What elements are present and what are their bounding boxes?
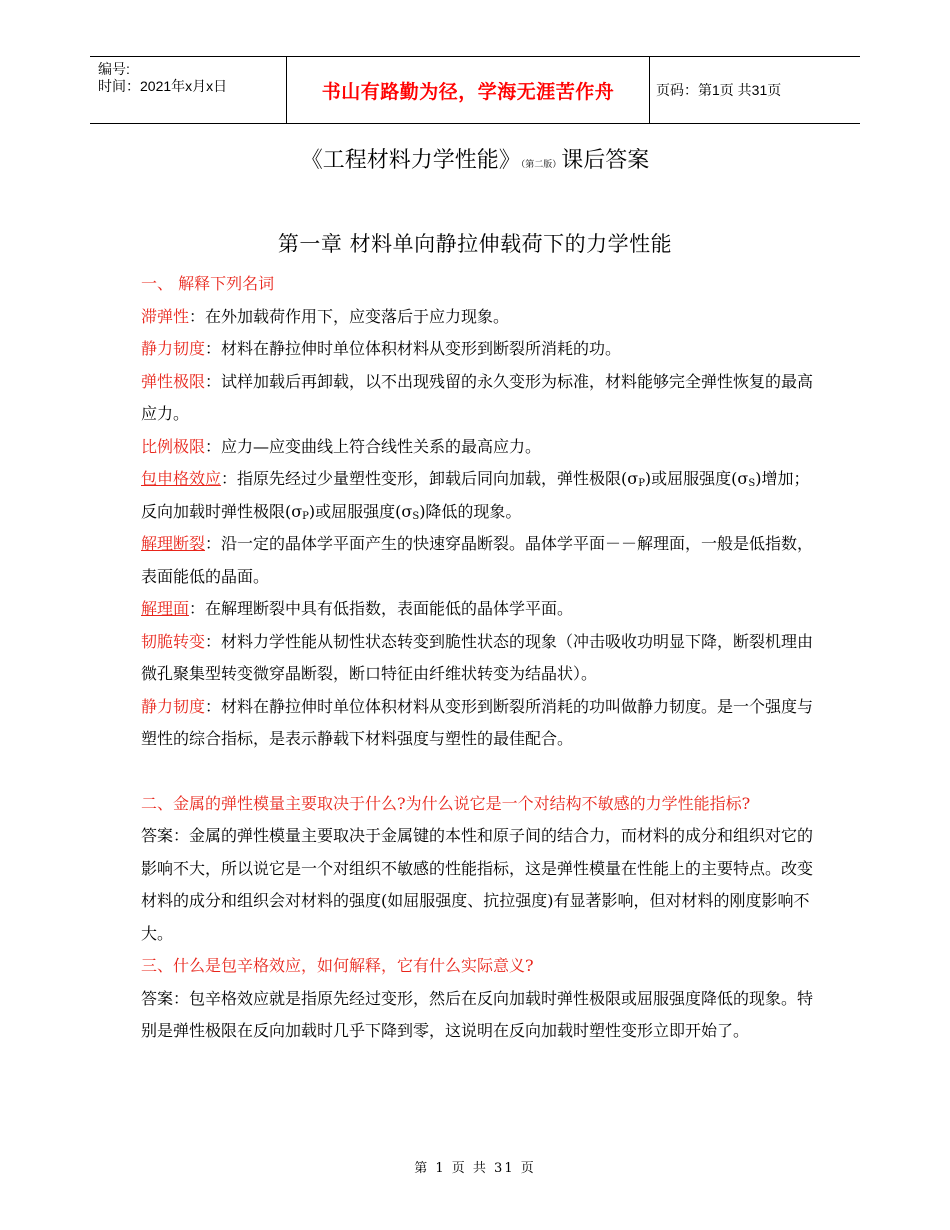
header-motto-cell <box>286 57 650 123</box>
term-definition: ：材料在静拉伸时单位体积材料从变形到断裂所消耗的功。 <box>205 339 622 358</box>
time-label: 时间：2021年x月x日 <box>98 78 228 94</box>
term-definition-part: )或屈服强度(σ <box>644 469 749 488</box>
page-header <box>90 56 860 124</box>
subscript: P <box>638 478 645 489</box>
section2-answer: 答案：金属的弹性模量主要取决于金属键的本性和原子间的结合力，而材料的成分和组织对它的影响不大，所以说它是一个对组织不敏感的性能指标，这是弹性模量在性能上的主要特点。改变材料的成分和组织会对材料的强度(如屈服强度、抗拉强度)有显著影响，但对材料的刚度影响不大。 <box>141 826 814 943</box>
term-entry <box>141 626 821 691</box>
spacer <box>141 756 821 788</box>
term-definition-part: )或屈服强度(σ <box>308 501 413 521</box>
term-definition-part: ：指原先经过少量塑性变形，卸载后同向加载，弹性极限(σ <box>221 469 639 488</box>
term-definition: ：在外加载荷作用下，应变落后于应力现象。 <box>189 306 510 326</box>
term-entry <box>141 463 821 528</box>
term-definition: ：在解理断裂中具有低指数，表面能低的晶体学平面。 <box>189 599 574 618</box>
term-definition-part: )增加；反向加载时弹性极限(σ <box>141 469 810 521</box>
subscript: P <box>302 510 309 522</box>
term-label: 弹性极限 <box>141 371 206 391</box>
chapter-title: 第一章 材料单向静拉伸载荷下的力学性能 <box>277 232 673 256</box>
term-definition-part: )降低的现象。 <box>419 501 522 521</box>
subscript: S <box>412 510 420 522</box>
number-label: 编号: <box>98 61 130 77</box>
term-definition: ：材料在静拉伸时单位体积材料从变形到断裂所消耗的功叫做静力韧度。是一个强度与塑性的综合指标，是表示静载下材料强度与塑性的最佳配合。 <box>141 696 814 748</box>
term-entry <box>141 333 821 366</box>
term-definition: ：沿一定的晶体学平面产生的快速穿晶断裂。晶体学平面－－解理面，一般是低指数，表面能低的晶面。 <box>141 534 814 586</box>
term-label: 解理断裂 <box>141 534 206 553</box>
term-entry <box>141 301 821 334</box>
term-label: 包申格效应 <box>141 469 222 488</box>
term-label: 解理面 <box>141 599 190 618</box>
header-left-cell <box>98 57 284 127</box>
term-label: 滞弹性 <box>141 306 190 326</box>
term-label: 韧脆转变 <box>141 631 206 651</box>
term-definition: ：材料力学性能从韧性状态转变到脆性状态的现象（冲击吸收功明显下降，断裂机理由微孔聚集型转变微穿晶断裂，断口特征由纤维状转变为结晶状）。 <box>141 631 814 683</box>
term-entry <box>141 528 821 593</box>
page-footer: 第 1 页 共 31 页 <box>414 1161 536 1176</box>
term-definition: ：应力—应变曲线上符合线性关系的最高应力。 <box>205 436 542 456</box>
section2-question: 二、金属的弹性模量主要取决于什么?为什么说它是一个对结构不敏感的力学性能指标? <box>141 793 751 813</box>
section1-heading: 一、 解释下列名词 <box>141 274 275 293</box>
term-label: 静力韧度 <box>141 339 206 358</box>
title-suffix: 课后答案 <box>561 148 650 173</box>
document-title <box>0 143 950 174</box>
term-label: 静力韧度 <box>141 696 206 716</box>
term-entry <box>141 691 821 756</box>
title-edition: （第二版） <box>520 160 562 170</box>
section3-answer: 答案：包辛格效应就是指原先经过变形，然后在反向加载时弹性极限或屈服强度降低的现象。特别是弹性极限在反向加载时几乎下降到零，这说明在反向加载时塑性变形立即开始了。 <box>141 988 814 1040</box>
subscript: S <box>748 478 756 489</box>
header-page-info: 页码：第1页 共31页 <box>656 82 782 98</box>
term-entry <box>141 593 821 626</box>
motto: 书山有路勤为径，学海无涯苦作舟 <box>321 80 615 103</box>
term-label: 比例极限 <box>141 436 206 456</box>
section3-question: 三、什么是包辛格效应，如何解释，它有什么实际意义? <box>141 956 534 975</box>
term-entry <box>141 431 821 464</box>
term-definition: ：试样加载后再卸载，以不出现残留的永久变形为标准，材料能够完全弹性恢复的最高应力。 <box>141 371 814 423</box>
term-entry <box>141 366 821 431</box>
title-main: 《工程材料力学性能》 <box>300 148 521 173</box>
content-body <box>141 268 821 1048</box>
